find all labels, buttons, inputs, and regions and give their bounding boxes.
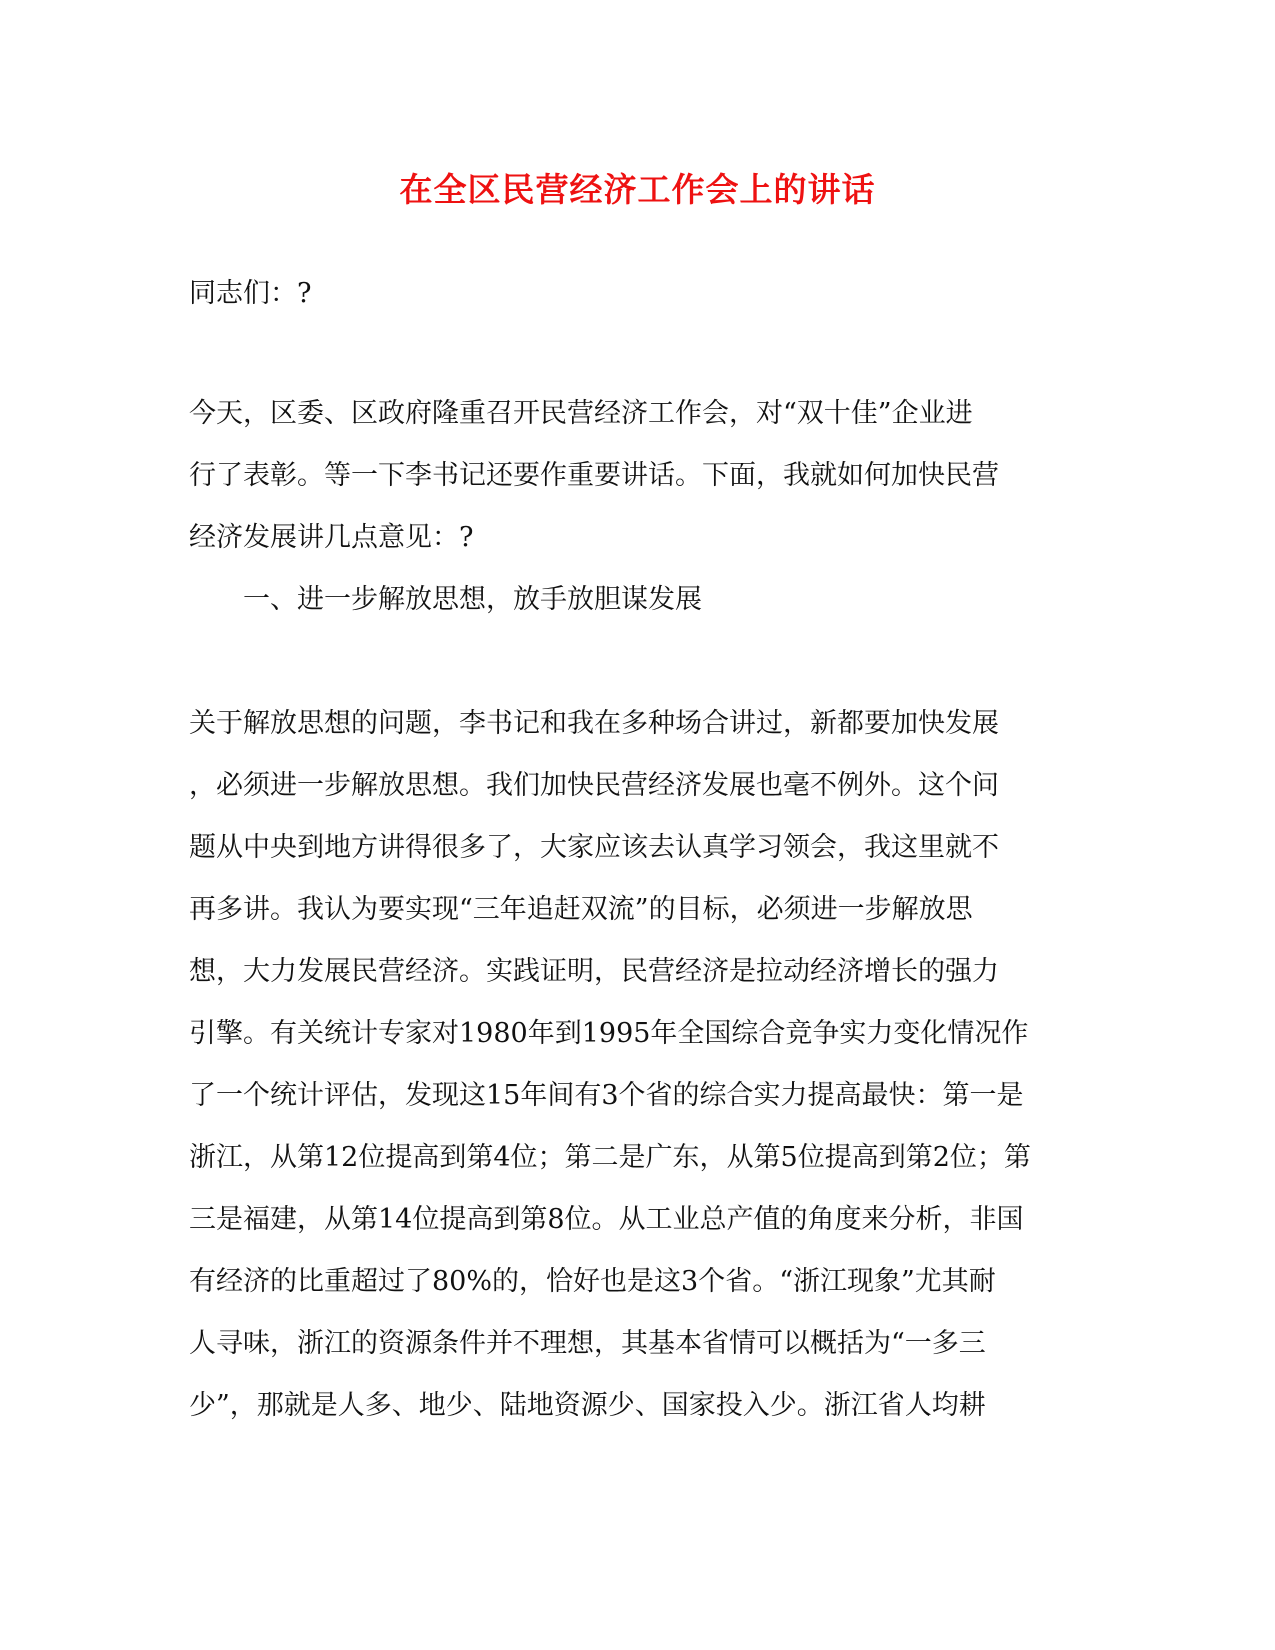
paragraph-2-line-8: 浙江，从第12位提高到第4位；第二是广东，从第5位提高到第2位；第	[189, 1142, 1031, 1173]
paragraph-2-line-10: 有经济的比重超过了80%的，恰好也是这3个省。“浙江现象”尤其耐	[189, 1266, 996, 1297]
section-heading-1: 一、进一步解放思想，放手放胆谋发展	[243, 584, 702, 615]
salutation: 同志们：?	[189, 278, 312, 309]
paragraph-1-line-1: 今天，区委、区政府隆重召开民营经济工作会，对“双十佳”企业进	[189, 398, 973, 429]
paragraph-2-line-3: 题从中央到地方讲得很多了，大家应该去认真学习领会，我这里就不	[189, 832, 999, 863]
paragraph-2-line-1: 关于解放思想的问题，李书记和我在多种场合讲过，新都要加快发展	[189, 708, 999, 739]
paragraph-2-line-5: 想，大力发展民营经济。实践证明，民营经济是拉动经济增长的强力	[189, 956, 999, 987]
document-title: 在全区民营经济工作会上的讲话	[399, 170, 876, 209]
paragraph-2-line-12: 少”，那就是人多、地少、陆地资源少、国家投入少。浙江省人均耕	[189, 1390, 986, 1421]
paragraph-2-line-11: 人寻味，浙江的资源条件并不理想，其基本省情可以概括为“一多三	[189, 1328, 986, 1359]
paragraph-2-line-9: 三是福建，从第14位提高到第8位。从工业总产值的角度来分析，非国	[189, 1204, 1024, 1235]
paragraph-1-line-3: 经济发展讲几点意见：?	[189, 522, 474, 553]
paragraph-2-line-4: 再多讲。我认为要实现“三年追赶双流”的目标，必须进一步解放思	[189, 894, 973, 925]
paragraph-2-line-6: 引擎。有关统计专家对1980年到1995年全国综合竞争实力变化情况作	[189, 1018, 1029, 1049]
paragraph-1-line-2: 行了表彰。等一下李书记还要作重要讲话。下面，我就如何加快民营	[189, 460, 999, 491]
paragraph-2-line-7: 了一个统计评估，发现这15年间有3个省的综合实力提高最快：第一是	[189, 1080, 1024, 1111]
paragraph-2-line-2: ，必须进一步解放思想。我们加快民营经济发展也毫不例外。这个问	[189, 770, 999, 801]
